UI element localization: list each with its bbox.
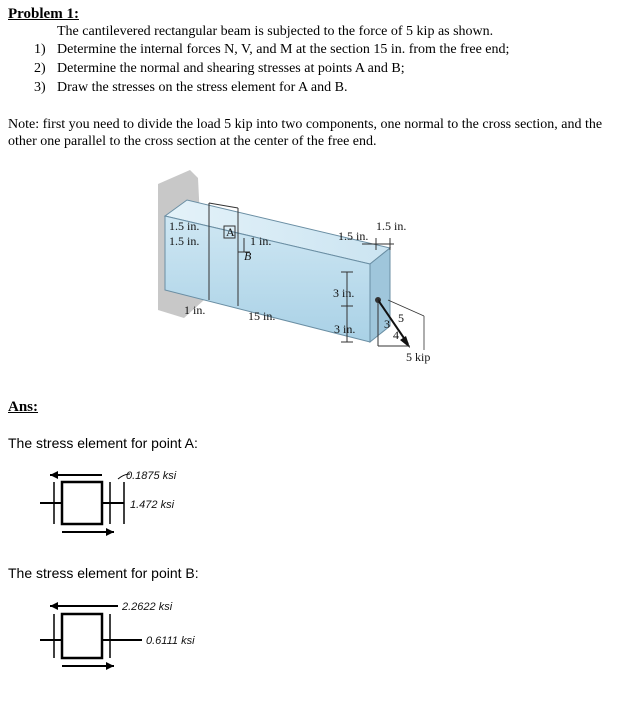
dim-label: 1.5 in. xyxy=(376,219,407,233)
item-text: Draw the stresses on the stress element for A and B. xyxy=(57,80,348,95)
normal-value-b: 0.6111 ksi xyxy=(146,635,195,647)
note-paragraph: Note: first you need to divide the load 5 kip into two components, one normal to the cross section, and the other one parallel to the cross section at the center of the free end. xyxy=(8,117,603,149)
item-number: 1) xyxy=(34,42,46,57)
item-text: Determine the normal and shearing stresses at points A and B; xyxy=(57,61,405,76)
normal-value-a: 1.472 ksi xyxy=(130,499,175,511)
item-number: 3) xyxy=(34,80,46,95)
element-b-label: The stress element for point B: xyxy=(8,565,199,581)
slope-label: 4 xyxy=(393,328,399,342)
dim-label: 15 in. xyxy=(248,309,276,323)
shear-value-b: 2.2622 ksi xyxy=(122,601,173,613)
dim-label: 1.5 in. xyxy=(169,234,200,248)
dim-label: 1.5 in. xyxy=(338,229,369,243)
dim-label: 1 in. xyxy=(184,303,206,317)
item-text: Determine the internal forces N, V, and M at the section 15 in. from the free end; xyxy=(57,42,510,57)
point-a-label: A xyxy=(226,225,235,239)
dim-label: 1 in. xyxy=(250,234,272,248)
problem-intro: The cantilevered rectangular beam is subjected to the force of 5 kip as shown. xyxy=(57,24,494,39)
problem-title: Problem 1: xyxy=(8,6,79,22)
slope-label: 5 xyxy=(398,311,404,325)
element-a-label: The stress element for point A: xyxy=(8,435,198,451)
beam-figure xyxy=(140,160,450,370)
slope-label: 3 xyxy=(384,317,390,331)
stress-element-b xyxy=(10,596,290,686)
stress-square xyxy=(62,482,102,524)
item-number: 2) xyxy=(34,61,46,76)
list-item xyxy=(34,80,347,96)
list-item xyxy=(34,61,405,77)
load-label: 5 kip xyxy=(406,350,431,364)
dim-label: 3 in. xyxy=(334,322,356,336)
stress-element-a xyxy=(10,462,270,552)
list-item xyxy=(34,42,509,58)
answer-title: Ans: xyxy=(8,399,39,415)
point-b-label: B xyxy=(244,249,252,263)
dim-label: 3 in. xyxy=(333,286,355,300)
dim-label: 1.5 in. xyxy=(169,219,200,233)
stress-square xyxy=(62,614,102,658)
shear-value-a: 0.1875 ksi xyxy=(126,470,177,482)
